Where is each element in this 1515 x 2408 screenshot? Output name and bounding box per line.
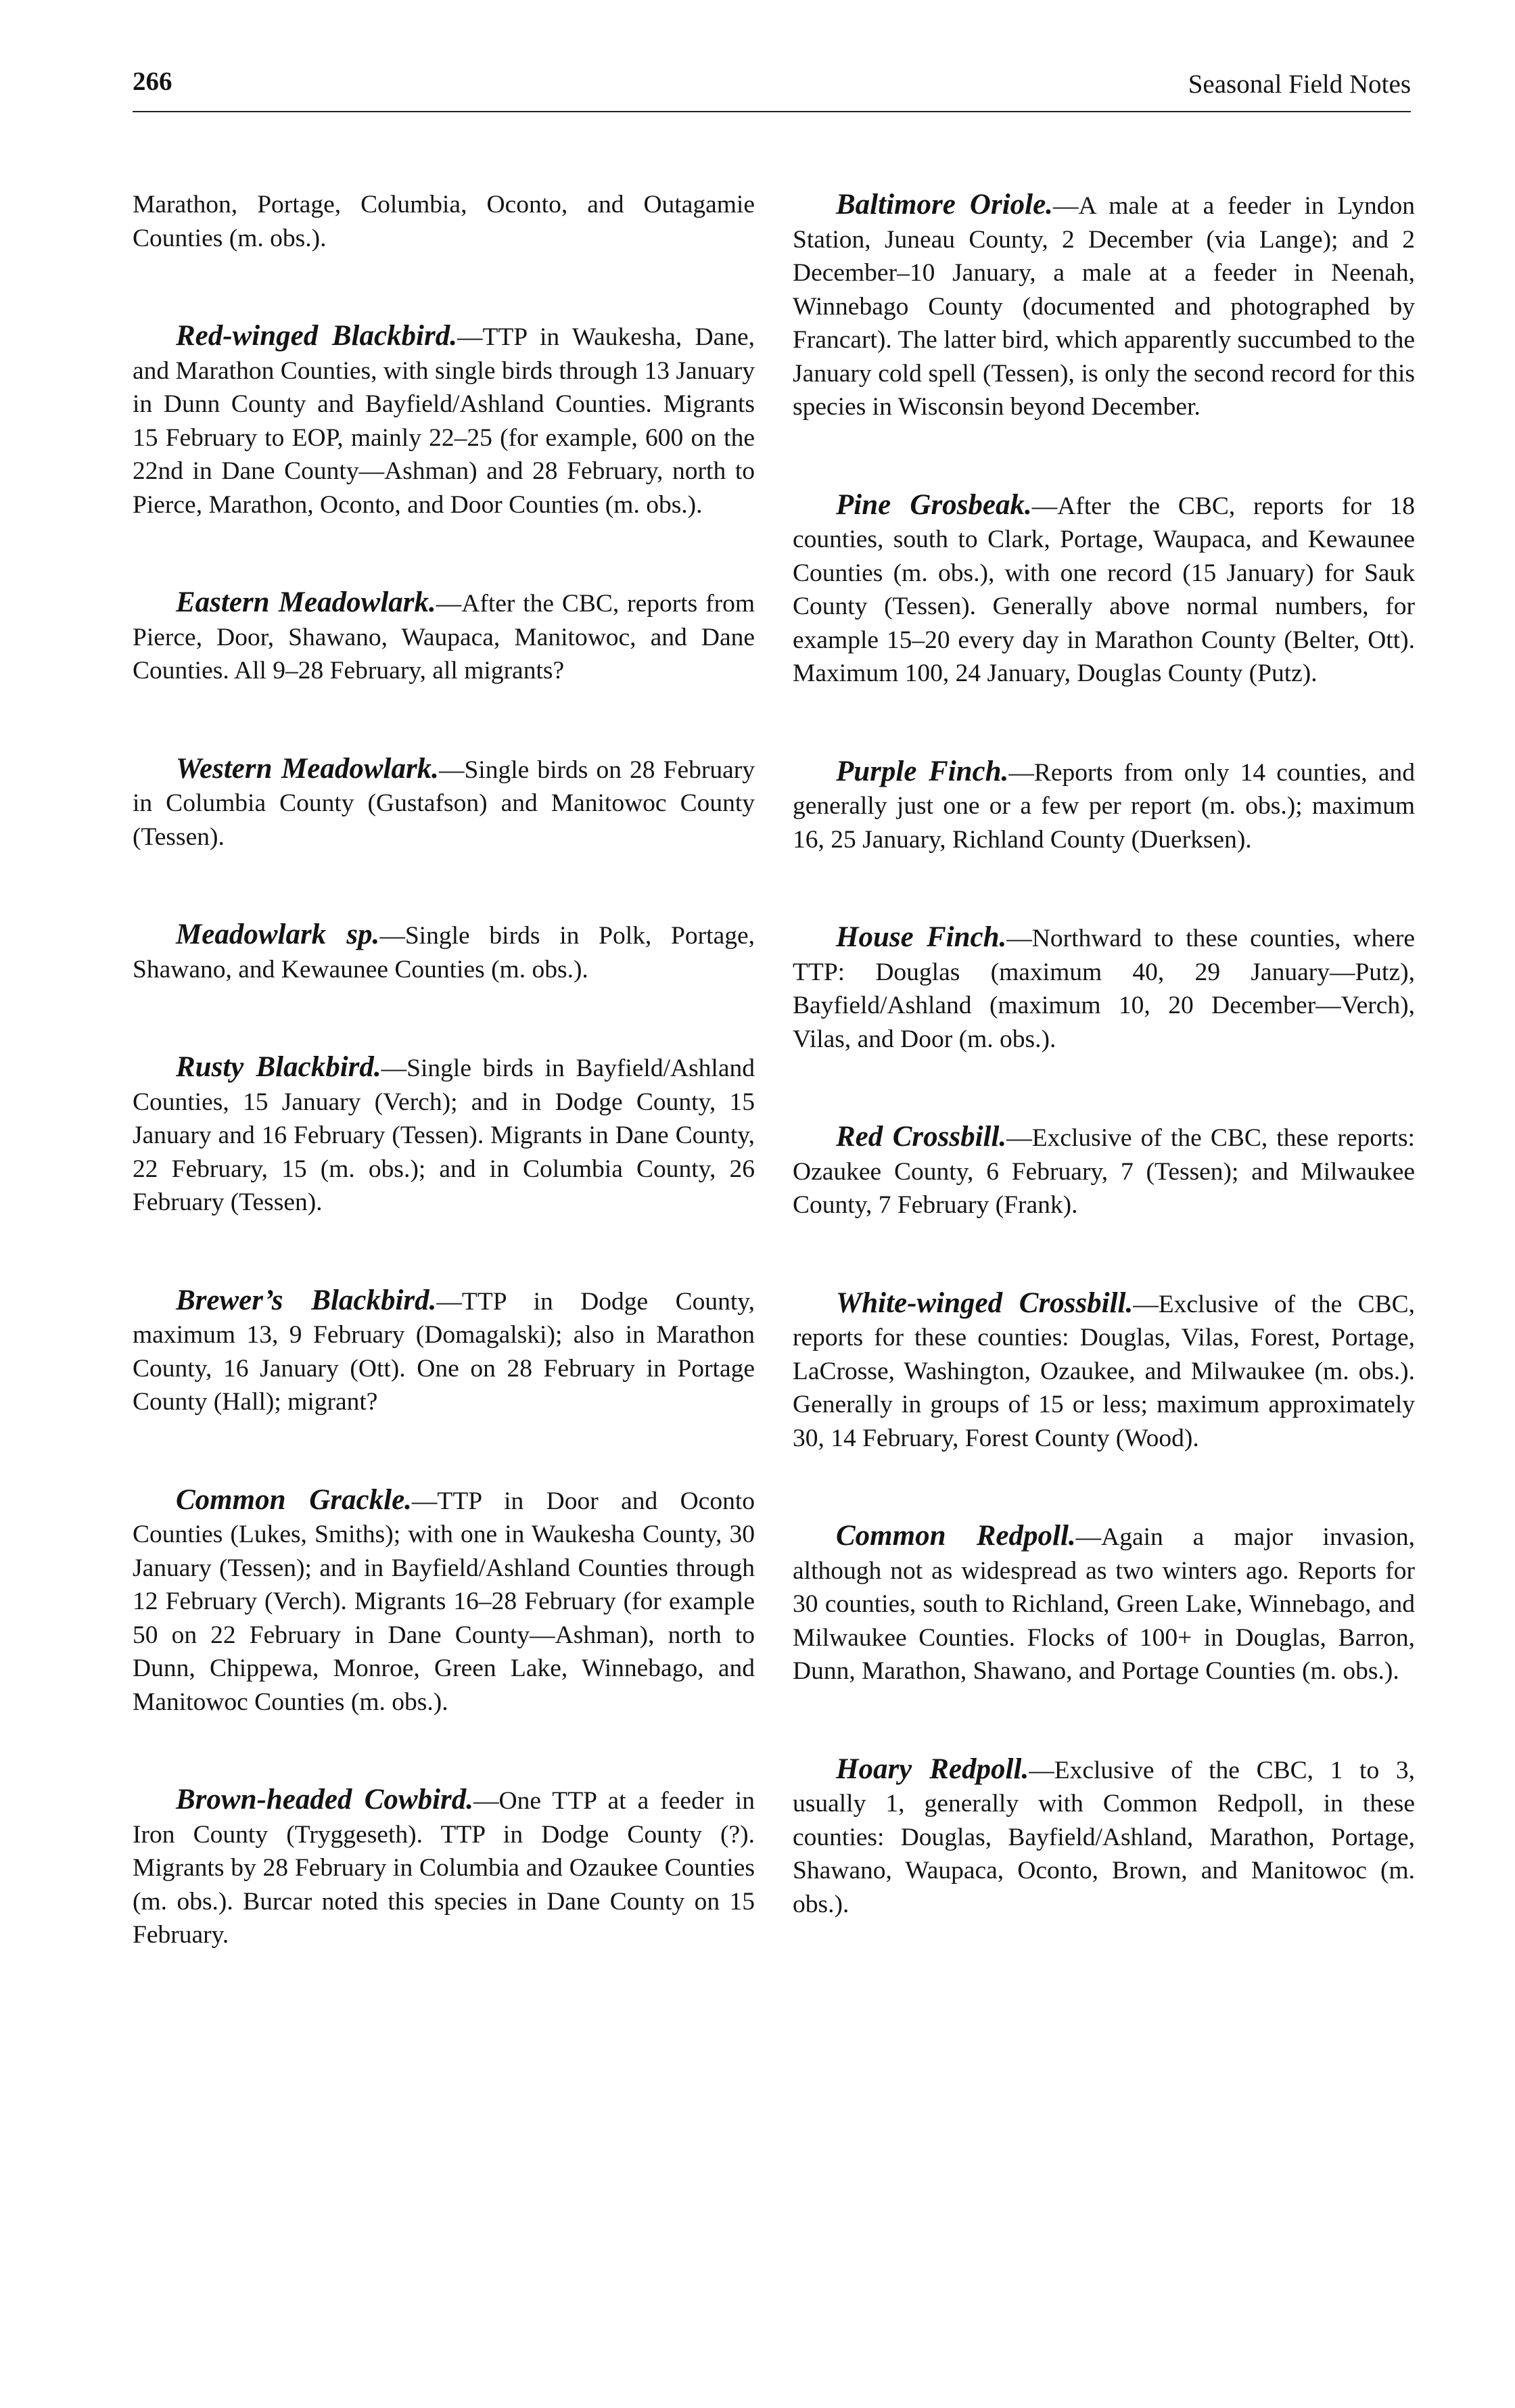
species-entry (133, 586, 755, 688)
species-entry (793, 1519, 1415, 1688)
entry-text: —Single birds on 28 February in Columbia County (Gustafson) and Manitowoc County (Tessen). (133, 756, 755, 851)
species-name: Eastern Meadowlark. (176, 586, 436, 618)
species-name: Baltimore Oriole. (836, 189, 1053, 221)
species-entry (793, 488, 1415, 691)
species-name: Red-winged Blackbird. (176, 320, 457, 352)
entry-text: —TTP in Dodge County, maximum 13, 9 February (Domagalski); also in Marathon County, 16 January (Ott). One on 28 February in Portage County (Hall); migrant? (133, 1287, 755, 1416)
species-entry (133, 319, 755, 522)
species-name: Common Grackle. (176, 1483, 412, 1516)
species-entry (133, 1050, 755, 1220)
species-name: Pine Grosbeak. (836, 488, 1032, 521)
entry-text: —After the CBC, reports for 18 counties, south to Clark, Portage, Waupaca, and Kewaunee Counties (m. obs.), with one record (15 January) for Sauk County (Tessen). Generally above normal numbers, for example 15–20 every day in Marathon County (Belter, Ott). Maximum 100, 24 January, Douglas County (Putz). (793, 492, 1416, 687)
species-entry (793, 1287, 1415, 1456)
entry-text: —Reports from only 14 counties, and generally just one or a few per report (m. obs.); maximum 16, 25 January, Richland County (Duerksen). (793, 758, 1415, 854)
page-number: 266 (133, 67, 172, 96)
entry-text: —TTP in Waukesha, Dane, and Marathon Counties, with single birds through 13 January in Dunn County and Bayfield/Ashland Counties. Migrants 15 February to EOP, mainly 22–25 (for example, 600 on the 22nd in Dane County—Ashman) and 28 February, north to Pierce, Marathon, Oconto, and Door Counties (m. obs.). (133, 323, 755, 519)
species-entry (793, 921, 1415, 1056)
entry-text: —Again a major invasion, although not as widespread as two winters ago. Reports for 30 counties, south to Richland, Green Lake, Winnebago, and Milwaukee Counties. Flocks of 100+ in Douglas, Barron, Dunn, Marathon, Shawano, and Portage Counties (m. obs.). (793, 1523, 1415, 1685)
species-name: House Finch. (836, 921, 1007, 953)
entry-text: —TTP in Door and Oconto Counties (Lukes, Smiths); with one in Waukesha County, 30 January (Tessen); and in Bayfield/Ashland Counties through 12 February (Verch). Migrants 16–28 February (for example 50 on 22 February in Dane County—Ashman), north to Dunn, Chippewa, Monroe, Green Lake, Winnebago, and Manitowoc Counties (m. obs.). (133, 1487, 755, 1716)
species-entry (133, 752, 755, 854)
entry-text: —Northward to these counties, where TTP: Douglas (maximum 40, 29 January—Putz), Bayfield/Ashland (maximum 10, 20 December—Verch), Vilas, and Door (m. obs.). (793, 925, 1416, 1053)
species-name: Brewer’s Blackbird. (176, 1284, 437, 1316)
right-column (793, 188, 1415, 1985)
left-column (133, 188, 755, 2016)
species-name: Rusty Blackbird. (176, 1051, 381, 1083)
species-name: Red Crossbill. (836, 1121, 1007, 1153)
species-entry (793, 1753, 1415, 1922)
species-entry (133, 1483, 755, 1719)
entry-text: —After the CBC, reports from Pierce, Door, Shawano, Waupaca, Manitowoc, and Dane Counties. All 9–28 February, all migrants? (133, 590, 755, 685)
entry-text: —Exclusive of the CBC, reports for these counties: Douglas, Vilas, Forest, Portage, LaCrosse, Washington, Ozaukee, and Milwaukee (m. obs.). Generally in groups of 15 or less; maximum approximately 30, 14 February, Forest County (Wood). (793, 1290, 1415, 1452)
entry-text: —Exclusive of the CBC, 1 to 3, usually 1, generally with Common Redpoll, in these counties: Douglas, Bayfield/Ashland, Marathon, Portage, Shawano, Waupaca, Oconto, Brown, and Manitowoc (m. obs.). (793, 1756, 1415, 1918)
species-name: Meadowlark sp. (176, 919, 380, 950)
species-name: Purple Finch. (836, 755, 1009, 787)
species-entry (133, 1284, 755, 1419)
species-entry-continuation (133, 188, 755, 255)
species-name: Western Meadowlark. (176, 752, 439, 785)
species-entry (133, 1783, 755, 1952)
entry-text: —Single birds in Bayfield/Ashland Counties, 15 January (Verch); and in Dodge County, 15 January and 16 February (Tessen). Migrants in Dane County, 22 February, 15 (m. obs.); and in Columbia County, 26 February (Tessen). (133, 1055, 755, 1216)
entry-text: —Single birds in Polk, Portage, Shawano, and Kewaunee Counties (m. obs.). (133, 922, 755, 983)
running-title: Seasonal Field Notes (1188, 70, 1411, 99)
entry-text: Marathon, Portage, Columbia, Oconto, and Outagamie Counties (m. obs.). (133, 191, 755, 252)
species-name: Brown-headed Cowbird. (176, 1784, 474, 1815)
species-entry (133, 918, 755, 986)
species-entry (793, 1120, 1415, 1222)
page-header (133, 65, 1411, 112)
species-name: Hoary Redpoll. (836, 1753, 1029, 1785)
entry-text: —Exclusive of the CBC, these reports: Ozaukee County, 6 February, 7 (Tessen); and Milwaukee County, 7 February (Frank). (793, 1124, 1415, 1219)
entry-text: —A male at a feeder in Lyndon Station, Juneau County, 2 December (via Lange); and 2 December–10 January, a male at a feeder in Neenah, Winnebago County (documented and photographed by Francart). The latter bird, which apparently succumbed to the January cold spell (Tessen), is only the second record for this species in Wisconsin beyond December. (793, 192, 1415, 421)
species-name: Common Redpoll. (836, 1520, 1076, 1552)
species-name: White-winged Crossbill. (836, 1287, 1134, 1319)
species-entry (793, 755, 1415, 857)
entry-text: —One TTP at a feeder in Iron County (Tryggeseth). TTP in Dodge County (?). Migrants by 28 February in Columbia and Ozaukee Counties (m. obs.). Burcar noted this species in Dane County on 15 February. (133, 1787, 755, 1949)
species-entry (793, 188, 1415, 424)
